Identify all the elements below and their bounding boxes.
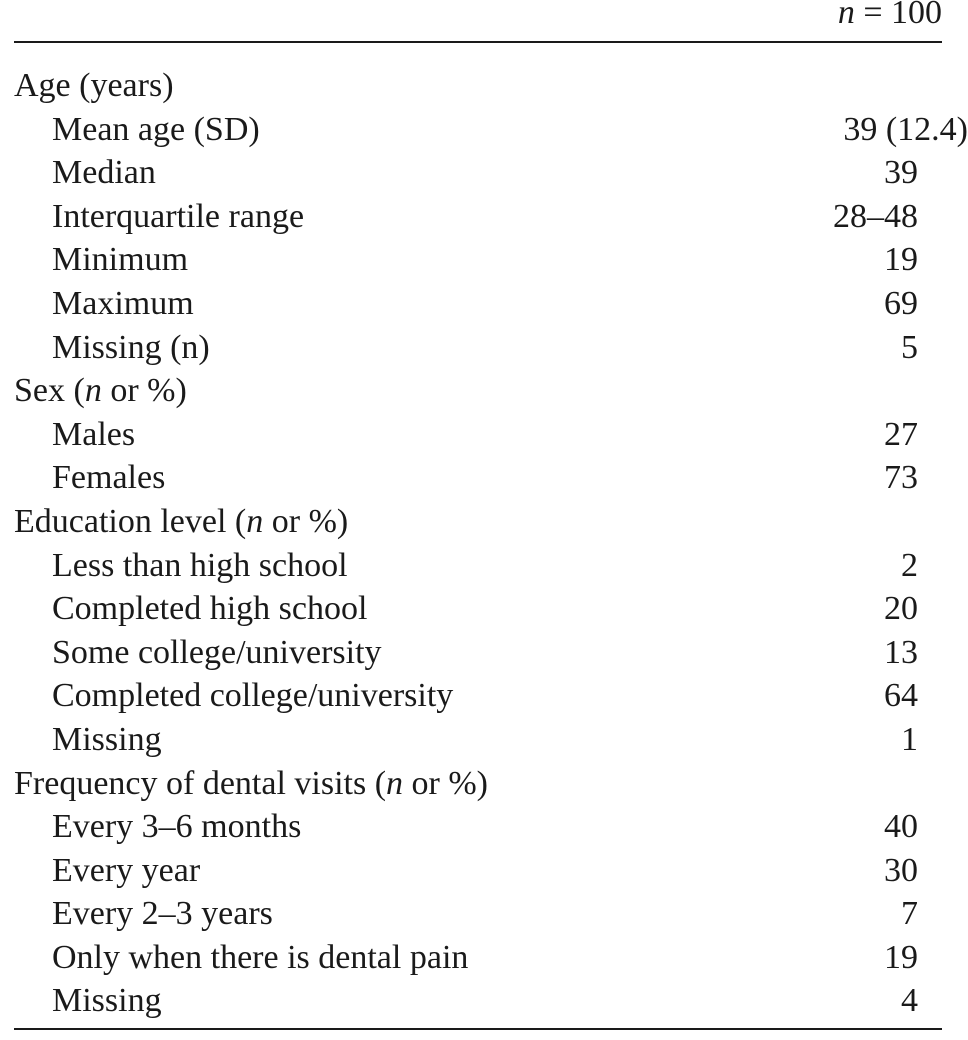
row-label: Less than high school <box>52 546 348 584</box>
row-label: Completed high school <box>52 590 368 628</box>
section-title-text: Frequency of dental visits ( <box>14 764 387 802</box>
section-title-n: n <box>84 372 102 410</box>
row-label: Mean age (SD) <box>52 110 260 148</box>
section-title <box>14 500 348 544</box>
table-row <box>0 892 968 936</box>
row-label: Every year <box>52 851 201 889</box>
section-title <box>14 762 488 806</box>
table-row <box>0 979 968 1023</box>
table-row <box>0 718 968 762</box>
section-header-sex <box>0 369 968 413</box>
row-label: Maximum <box>52 284 194 322</box>
bottom-rule <box>14 1028 942 1030</box>
row-value: 39 <box>884 154 918 192</box>
row-value: 69 <box>884 284 918 322</box>
row-value: 19 <box>884 938 918 976</box>
row-value: 39 (12.4) <box>843 110 968 148</box>
table-row <box>0 456 968 500</box>
section-title <box>14 64 174 108</box>
row-label: Only when there is dental pain <box>52 938 469 976</box>
table-row <box>0 849 968 893</box>
row-label: Missing <box>52 720 162 758</box>
row-value: 20 <box>884 590 918 628</box>
table-row <box>0 151 968 195</box>
section-title-suffix: or %) <box>263 502 349 540</box>
row-value: 13 <box>884 633 918 671</box>
row-value: 64 <box>884 677 918 715</box>
row-label: Minimum <box>52 241 189 279</box>
row-value: 27 <box>884 415 918 453</box>
section-header-age <box>0 64 968 108</box>
section-title-suffix: or %) <box>403 764 488 802</box>
row-label: Females <box>52 459 166 497</box>
table-row <box>0 674 968 718</box>
row-value: 73 <box>884 459 918 497</box>
row-label: Completed college/university <box>52 677 454 715</box>
row-label: Interquartile range <box>52 197 305 235</box>
section-header-dental-visits <box>0 762 968 806</box>
table-row <box>0 936 968 980</box>
row-label: Males <box>52 415 136 453</box>
row-value: 7 <box>901 895 918 933</box>
table-row <box>0 631 968 675</box>
section-title-text: Education level ( <box>14 502 247 540</box>
row-label: Every 2–3 years <box>52 895 273 933</box>
table-row <box>0 238 968 282</box>
table-row <box>0 587 968 631</box>
row-label: Some college/university <box>52 633 382 671</box>
row-label: Missing <box>52 982 162 1020</box>
section-header-education <box>0 500 968 544</box>
n-symbol: n <box>837 0 855 31</box>
row-label: Missing (n) <box>52 328 210 366</box>
table-row <box>0 282 968 326</box>
top-rule <box>14 41 942 43</box>
row-label: Every 3–6 months <box>52 808 302 846</box>
row-value: 5 <box>901 328 918 366</box>
section-title-text: Age (years) <box>14 67 174 104</box>
table-body <box>0 64 968 1023</box>
row-value: 30 <box>884 851 918 889</box>
sample-size-label <box>838 0 942 30</box>
row-label: Median <box>52 154 156 192</box>
section-title-n: n <box>246 502 264 540</box>
row-value: 2 <box>901 546 918 584</box>
row-value: 40 <box>884 808 918 846</box>
table-row <box>0 195 968 239</box>
table-row <box>0 108 968 152</box>
row-value: 1 <box>901 720 918 758</box>
section-title <box>14 369 187 413</box>
section-title-text: Sex ( <box>14 372 85 410</box>
table-row <box>0 544 968 588</box>
section-title-n: n <box>386 764 404 802</box>
row-value: 4 <box>901 982 918 1020</box>
section-title-suffix: or %) <box>101 372 187 410</box>
table-row <box>0 326 968 370</box>
table-header <box>14 0 942 30</box>
row-value: 19 <box>884 241 918 279</box>
n-value: = 100 <box>854 0 942 31</box>
table-row <box>0 413 968 457</box>
row-value: 28–48 <box>833 197 918 235</box>
table-row <box>0 805 968 849</box>
